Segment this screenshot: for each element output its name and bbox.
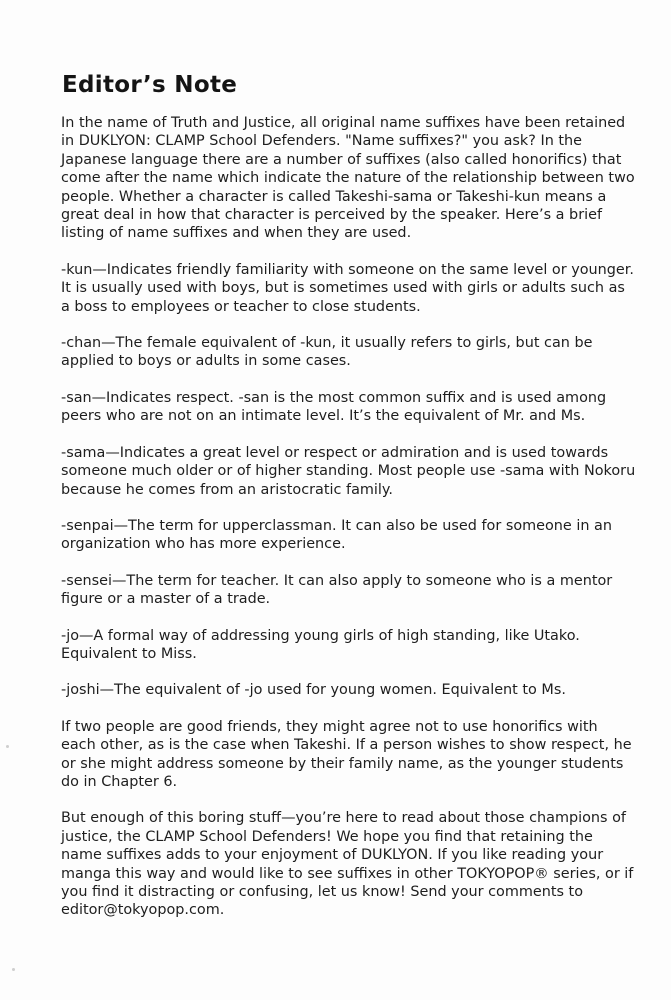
- paragraph-friends: If two people are good friends, they might agree not to use honorifics with each other, as is the case when Takeshi. If a person wishes to show respect, he or she might address someone by their family name, as the younger students do in Chapter 6.: [61, 718, 632, 790]
- editors-note-body: [61, 114, 636, 938]
- paragraph-closing: But enough of this boring stuff—you’re here to read about those champions of justice, the CLAMP School Defenders! We hope you find that retaining the name suffixes adds to your enjoyment of DUKLYON. If you like reading your manga this way and would like to see suffixes in other TOKYOPOP® series, or if you find it distracting or confusing, let us know! Send your comments to editor@tokyopop.com.: [61, 810, 634, 919]
- paragraph-intro: In the name of Truth and Justice, all original name suffixes have been retained in DUKLYON: CLAMP School Defenders. "Name suffixes?" you ask? In the Japanese language there are a number of suffixes (also called honorifics) that come after the name which indicate the nature of the relationship between two people. Whether a character is called Takeshi-sama or Takeshi-kun means a great deal in how that character is perceived by the speaker. Here’s a brief listing of name suffixes and when they are used.: [61, 115, 635, 242]
- paragraph-sensei: -sensei—The term for teacher. It can also apply to someone who is a mentor figure or a master of a trade.: [61, 572, 613, 608]
- paragraph-jo: -jo—A formal way of addressing young girls of high standing, like Utako. Equivalent to Miss.: [61, 627, 580, 662]
- paragraph-san: -san—Indicates respect. -san is the most common suffix and is used among peers who are not on an intimate level. It’s the equivalent of Mr. and Ms.: [61, 389, 607, 425]
- page-title: Editor’s Note: [62, 72, 238, 98]
- paragraph-kun: -kun—Indicates friendly familiarity with someone on the same level or younger. It is usually used with boys, but is sometimes used with girls or adults such as a boss to employees or teacher to close students.: [61, 261, 634, 315]
- paragraph-sama: -sama—Indicates a great level or respect or admiration and is used towards someone much older or of higher standing. Most people use -sama with Nokoru because he comes from an aristocratic family.: [61, 444, 636, 498]
- paragraph-senpai: -senpai—The term for upperclassman. It can also be used for someone in an organization who has more experience.: [61, 517, 612, 553]
- paragraph-joshi: -joshi—The equivalent of -jo used for young women. Equivalent to Ms.: [61, 682, 566, 699]
- paragraph-chan: -chan—The female equivalent of -kun, it usually refers to girls, but can be applied to boys or adults in some cases.: [61, 335, 593, 370]
- scan-speck: [12, 968, 15, 971]
- scan-speck: [6, 745, 9, 748]
